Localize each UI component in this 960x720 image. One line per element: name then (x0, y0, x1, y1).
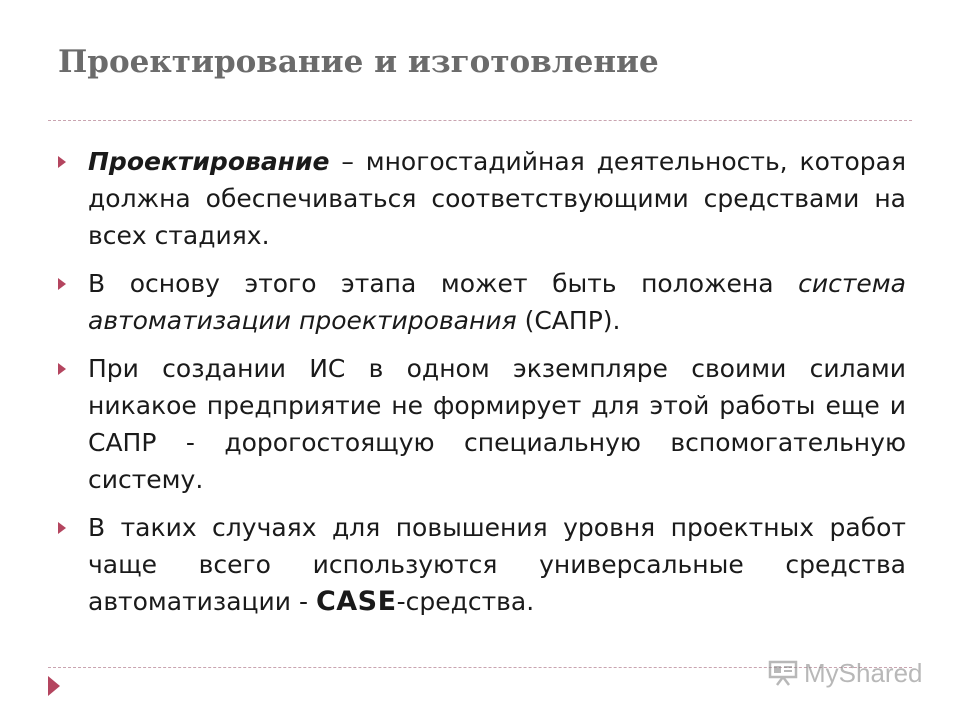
bullet-item-case-tools (58, 509, 906, 620)
footer-arrow-icon (48, 676, 60, 696)
bullet-item-in-house (58, 350, 906, 498)
watermark-text: MyShared (804, 658, 923, 688)
text-segment: (САПР). (516, 306, 621, 335)
bullet-list (58, 143, 906, 631)
case-term: CASE (315, 586, 397, 617)
presentation-board-icon (768, 660, 798, 686)
text-segment: -средства. (396, 587, 535, 616)
bullet-text (88, 509, 906, 620)
bullet-text: При создании ИС в одном экземпляре своими силами никакое предприятие не формирует для этой работы еще и САПР - дорогостоящую специальную вспомогательную систему. (88, 354, 906, 494)
bullet-arrow-icon (58, 278, 66, 290)
definition-text: – многостадийная деятельность, которая должна обеспечиваться соответствующими средствами на всех стадиях. (88, 147, 906, 250)
bullet-item-cad (58, 265, 906, 339)
bullet-text (88, 265, 906, 339)
text-segment: В основу этого этапа может быть положена (88, 269, 799, 298)
bullet-arrow-icon (58, 156, 66, 168)
text-segment: В таких случаях для повышения уровня проектных работ чаще всего используются универсальные средства автоматизации - (88, 513, 906, 616)
italic-term-cad-system: система автоматизации проектирования (88, 269, 906, 335)
bullet-item-design (58, 143, 906, 254)
bullet-arrow-icon (58, 363, 66, 375)
bullet-arrow-icon (58, 522, 66, 534)
watermark (768, 656, 928, 692)
bullet-text (88, 143, 906, 254)
title-divider (48, 120, 912, 121)
slide-title: Проектирование и изготовление (58, 44, 659, 80)
term-design: Проектирование (88, 147, 330, 176)
